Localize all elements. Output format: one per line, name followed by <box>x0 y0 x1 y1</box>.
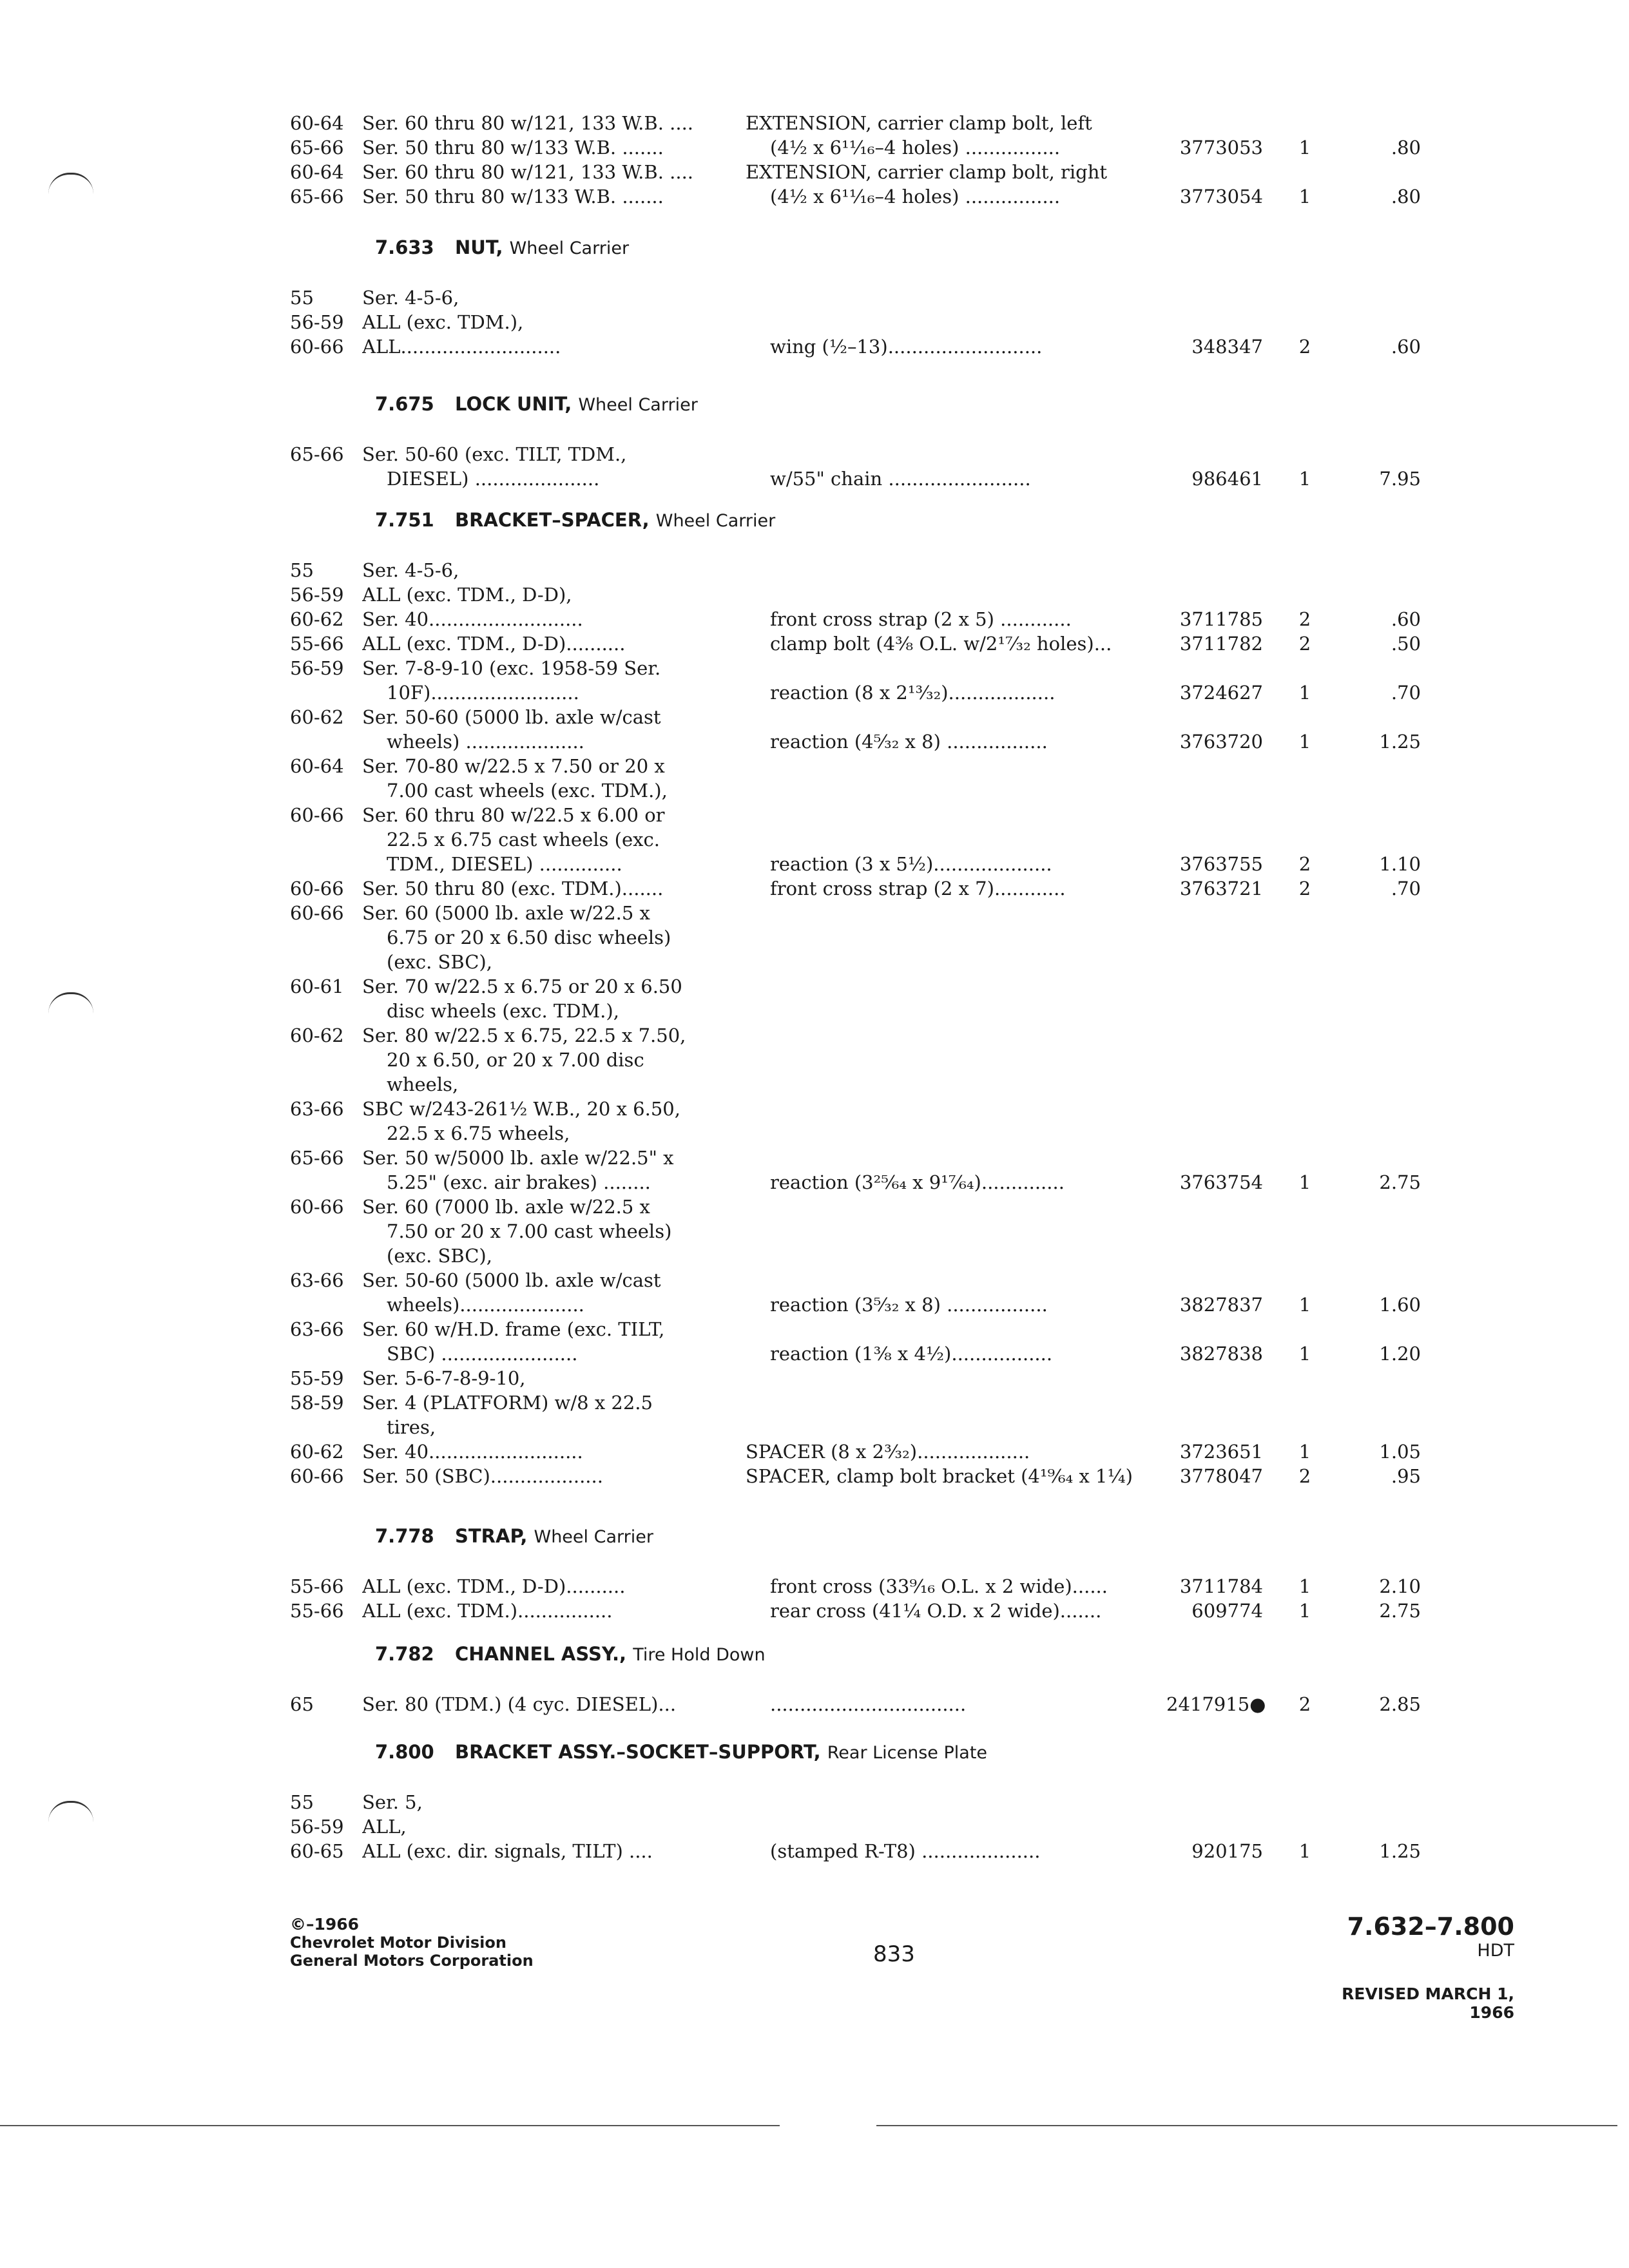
section-7-800 <box>0 1740 1629 1863</box>
series-application: Ser. 50 w/5000 lb. axle w/22.5" x <box>362 1147 674 1169</box>
quantity: 2 <box>1298 336 1311 358</box>
section-heading <box>0 235 1629 260</box>
part-row <box>0 631 1629 656</box>
model-years: 60-64 <box>290 112 344 134</box>
section-number: 7.633 <box>375 236 434 258</box>
part-number: 3763721 <box>1179 878 1263 899</box>
series-application: Ser. 60 thru 80 w/121, 133 W.B. .... <box>362 161 693 183</box>
price: 1.25 <box>1379 1840 1421 1862</box>
model-years: 60-62 <box>290 608 344 630</box>
quantity: 2 <box>1298 878 1311 899</box>
section-title <box>455 1740 987 1765</box>
part-number: 348347 <box>1191 336 1263 358</box>
price: .80 <box>1391 137 1421 159</box>
model-years: 55 <box>290 559 314 581</box>
model-years: 65-66 <box>290 186 344 207</box>
quantity: 1 <box>1298 1840 1311 1862</box>
model-years: 60-62 <box>290 706 344 728</box>
series-application: ALL (exc. TDM.)................ <box>362 1600 613 1622</box>
part-row <box>0 334 1629 359</box>
series-application: Ser. 60 (5000 lb. axle w/22.5 x <box>362 902 650 924</box>
model-years: 65-66 <box>290 137 344 159</box>
price: 7.95 <box>1379 468 1421 490</box>
part-row <box>0 705 1629 729</box>
section-subtitle: Tire Hold Down <box>633 1645 766 1665</box>
series-application: Ser. 50 thru 80 w/133 W.B. ....... <box>362 186 664 207</box>
model-years: 63-66 <box>290 1318 344 1340</box>
series-application: Ser. 80 (TDM.) (4 cyc. DIESEL)... <box>362 1693 677 1715</box>
part-description: reaction (1³⁄₈ x 4½)................. <box>770 1343 1053 1365</box>
section-heading <box>0 508 1629 532</box>
price: 1.10 <box>1379 853 1421 875</box>
model-years: 63-66 <box>290 1269 344 1291</box>
part-description: rear cross (41¼ O.D. x 2 wide)....... <box>770 1600 1102 1622</box>
part-description: (4½ x 6¹¹⁄₁₆–4 holes) ................ <box>770 137 1061 159</box>
quantity: 2 <box>1298 608 1311 630</box>
series-application: ALL (exc. TDM., D-D).......... <box>362 1575 626 1597</box>
series-application: Ser. 40.......................... <box>362 608 583 630</box>
page-number: 833 <box>873 1941 915 1967</box>
model-years: 60-65 <box>290 1840 344 1862</box>
part-row <box>0 1097 1629 1121</box>
part-number: 2417915● <box>1166 1693 1266 1715</box>
part-number: 3711782 <box>1179 633 1263 655</box>
model-years: 60-61 <box>290 975 344 997</box>
series-application: Ser. 60 thru 80 w/121, 133 W.B. .... <box>362 112 693 134</box>
section-title-main: BRACKET ASSY.–SOCKET–SUPPORT, <box>455 1741 821 1763</box>
series-application: Ser. 50-60 (5000 lb. axle w/cast <box>362 1269 661 1291</box>
section-7-633 <box>0 235 1629 359</box>
section-title-main: LOCK UNIT, <box>455 393 572 415</box>
part-row <box>0 466 1629 491</box>
series-application: Ser. 7-8-9-10 (exc. 1958-59 Ser. <box>362 657 661 679</box>
part-row <box>0 1390 1629 1415</box>
section-title <box>455 1524 653 1550</box>
part-row <box>0 607 1629 631</box>
section-title <box>455 392 698 418</box>
section-7-675 <box>0 392 1629 491</box>
series-application: wheels)..................... <box>387 1294 584 1316</box>
series-application: 6.75 or 20 x 6.50 disc wheels) <box>387 927 671 948</box>
model-years: 60-66 <box>290 804 344 826</box>
series-application: Ser. 50 thru 80 w/133 W.B. ....... <box>362 137 664 159</box>
series-application: wheels, <box>387 1073 459 1095</box>
section-subtitle: Wheel Carrier <box>578 395 698 415</box>
part-row <box>0 1415 1629 1439</box>
price: 1.20 <box>1379 1343 1421 1365</box>
series-application: Ser. 5-6-7-8-9-10, <box>362 1367 526 1389</box>
part-row <box>0 876 1629 901</box>
series-application: DIESEL) ..................... <box>387 468 600 490</box>
part-description: front cross strap (2 x 5) ............ <box>770 608 1072 630</box>
part-number: 609774 <box>1191 1600 1263 1622</box>
series-application: ALL (exc. dir. signals, TILT) .... <box>362 1840 653 1862</box>
part-row <box>0 1219 1629 1244</box>
series-application: Ser. 60 thru 80 w/22.5 x 6.00 or <box>362 804 665 826</box>
corporation-line: General Motors Corporation <box>290 1952 534 1970</box>
part-row <box>0 1317 1629 1341</box>
part-row <box>0 1121 1629 1146</box>
part-row <box>0 285 1629 310</box>
section-title-main: STRAP, <box>455 1525 528 1547</box>
quantity: 2 <box>1298 1465 1311 1487</box>
series-application: ALL (exc. TDM., D-D), <box>362 584 572 606</box>
model-years: 55-66 <box>290 1600 344 1622</box>
price: 2.75 <box>1379 1600 1421 1622</box>
model-years: 60-62 <box>290 1441 344 1463</box>
model-years: 60-66 <box>290 878 344 899</box>
series-application: Ser. 60 (7000 lb. axle w/22.5 x <box>362 1196 650 1218</box>
series-application: ALL (exc. TDM.), <box>362 311 524 333</box>
series-application: 10F)......................... <box>387 682 579 704</box>
series-application: 7.00 cast wheels (exc. TDM.), <box>387 780 668 802</box>
part-number: 3711785 <box>1179 608 1263 630</box>
section-title <box>455 1642 766 1667</box>
part-description: reaction (3 x 5½).................... <box>770 853 1052 875</box>
series-application: Ser. 4-5-6, <box>362 287 459 309</box>
model-years: 65-66 <box>290 443 344 465</box>
series-application: Ser. 50-60 (5000 lb. axle w/cast <box>362 706 661 728</box>
part-number: 920175 <box>1191 1840 1263 1862</box>
part-row <box>0 1599 1629 1623</box>
price: 2.10 <box>1379 1575 1421 1597</box>
part-description: reaction (8 x 2¹³⁄₃₂).................. <box>770 682 1055 704</box>
price: 1.25 <box>1379 731 1421 753</box>
series-application: (exc. SBC), <box>387 951 492 973</box>
quantity: 1 <box>1298 1294 1311 1316</box>
part-row <box>0 1439 1629 1464</box>
part-description: front cross strap (2 x 7)............ <box>770 878 1066 899</box>
part-row <box>0 656 1629 680</box>
part-row <box>0 1293 1629 1317</box>
part-description: ................................. <box>770 1693 967 1715</box>
series-application: SBC w/243-261½ W.B., 20 x 6.50, <box>362 1098 680 1120</box>
part-number: 3778047 <box>1179 1465 1263 1487</box>
section-code: HDT <box>1477 1941 1514 1961</box>
part-row <box>0 852 1629 876</box>
part-row <box>0 1692 1629 1716</box>
section-number: 7.800 <box>375 1741 434 1763</box>
series-application: ALL........................... <box>362 336 561 358</box>
quantity: 2 <box>1298 853 1311 875</box>
part-row <box>0 950 1629 974</box>
part-row <box>0 310 1629 334</box>
section-title-main: BRACKET–SPACER, <box>455 509 650 531</box>
price: .50 <box>1391 633 1421 655</box>
part-row <box>0 135 1629 160</box>
model-years: 65-66 <box>290 1147 344 1169</box>
series-application: Ser. 4 (PLATFORM) w/8 x 22.5 <box>362 1392 653 1414</box>
series-application: 22.5 x 6.75 cast wheels (exc. <box>387 829 660 850</box>
model-years: 60-62 <box>290 1024 344 1046</box>
price: 1.05 <box>1379 1441 1421 1463</box>
part-description: (stamped R-T8) .................... <box>770 1840 1041 1862</box>
model-years: 63-66 <box>290 1098 344 1120</box>
section-7-751 <box>0 508 1629 1488</box>
model-years: 56-59 <box>290 311 344 333</box>
part-row <box>0 1072 1629 1097</box>
series-application: 22.5 x 6.75 wheels, <box>387 1122 570 1144</box>
series-application: wheels) .................... <box>387 731 584 753</box>
quantity: 2 <box>1298 633 1311 655</box>
series-application: Ser. 5, <box>362 1791 423 1813</box>
series-application: Ser. 50 thru 80 (exc. TDM.)....... <box>362 878 664 899</box>
series-application: 20 x 6.50, or 20 x 7.00 disc <box>387 1049 644 1071</box>
part-row <box>0 999 1629 1023</box>
part-number: 3763755 <box>1179 853 1263 875</box>
part-row <box>0 803 1629 827</box>
part-row <box>0 1464 1629 1488</box>
price: 2.75 <box>1379 1171 1421 1193</box>
part-number: 3773053 <box>1179 137 1263 159</box>
part-description: wing (½–13).......................... <box>770 336 1043 358</box>
part-row <box>0 442 1629 466</box>
page-bottom-rule <box>0 2125 780 2126</box>
page-bottom-rule <box>876 2125 1617 2126</box>
price: 2.85 <box>1379 1693 1421 1715</box>
model-years: 56-59 <box>290 584 344 606</box>
section-7-632 <box>0 111 1629 209</box>
series-application: 5.25" (exc. air brakes) ........ <box>387 1171 651 1193</box>
model-years: 55 <box>290 287 314 309</box>
section-subtitle: Rear License Plate <box>827 1743 988 1763</box>
model-years: 65 <box>290 1693 314 1715</box>
part-row <box>0 558 1629 582</box>
part-description: clamp bolt (4³⁄₈ O.L. w/2¹⁷⁄₃₂ holes)... <box>770 633 1112 655</box>
section-subtitle: Wheel Carrier <box>655 511 776 531</box>
footer-range <box>1289 1912 1514 1961</box>
model-years: 60-66 <box>290 336 344 358</box>
price: .70 <box>1391 878 1421 899</box>
part-description: (4½ x 6¹¹⁄₁₆–4 holes) ................ <box>770 186 1061 207</box>
part-description: reaction (3⁵⁄₃₂ x 8) ................. <box>770 1294 1048 1316</box>
part-description: SPACER (8 x 2³⁄₃₂)................... <box>746 1441 1030 1463</box>
part-row <box>0 778 1629 803</box>
part-row <box>0 925 1629 950</box>
part-description: EXTENSION, carrier clamp bolt, right <box>746 161 1108 183</box>
part-row <box>0 1574 1629 1599</box>
model-years: 60-64 <box>290 161 344 183</box>
series-application: ALL (exc. TDM., D-D).......... <box>362 633 626 655</box>
price: .95 <box>1391 1465 1421 1487</box>
part-row <box>0 1023 1629 1048</box>
series-application: Ser. 80 w/22.5 x 6.75, 22.5 x 7.50, <box>362 1024 686 1046</box>
part-row <box>0 1366 1629 1390</box>
part-number: 3827838 <box>1179 1343 1263 1365</box>
price: .70 <box>1391 682 1421 704</box>
part-row <box>0 729 1629 754</box>
model-years: 58-59 <box>290 1392 344 1414</box>
model-years: 60-66 <box>290 1196 344 1218</box>
part-description: reaction (4⁵⁄₃₂ x 8) ................. <box>770 731 1048 753</box>
part-number: 3724627 <box>1179 682 1263 704</box>
part-row <box>0 974 1629 999</box>
section-number: 7.778 <box>375 1525 434 1547</box>
part-row <box>0 827 1629 852</box>
section-title <box>455 235 629 261</box>
part-row <box>0 1170 1629 1195</box>
price: .60 <box>1391 336 1421 358</box>
quantity: 1 <box>1298 1171 1311 1193</box>
part-row <box>0 1195 1629 1219</box>
model-years: 60-66 <box>290 902 344 924</box>
series-application: Ser. 50-60 (exc. TILT, TDM., <box>362 443 627 465</box>
part-row <box>0 1244 1629 1268</box>
section-number: 7.751 <box>375 509 434 531</box>
part-number: 3773054 <box>1179 186 1263 207</box>
division-line: Chevrolet Motor Division <box>290 1934 506 1952</box>
series-application: (exc. SBC), <box>387 1245 492 1267</box>
price: .60 <box>1391 608 1421 630</box>
section-subtitle: Wheel Carrier <box>509 238 630 258</box>
series-application: Ser. 40.......................... <box>362 1441 583 1463</box>
part-row <box>0 184 1629 209</box>
series-application: 7.50 or 20 x 7.00 cast wheels) <box>387 1220 672 1242</box>
quantity: 1 <box>1298 1575 1311 1597</box>
part-description: SPACER, clamp bolt bracket (4¹⁹⁄₆₄ x 1¼) <box>746 1465 1133 1487</box>
model-years: 55-66 <box>290 1575 344 1597</box>
section-number: 7.782 <box>375 1643 434 1665</box>
part-row <box>0 1341 1629 1366</box>
part-number: 3763720 <box>1179 731 1263 753</box>
part-row <box>0 1268 1629 1293</box>
series-application: Ser. 60 w/H.D. frame (exc. TILT, <box>362 1318 665 1340</box>
part-number: 3711784 <box>1179 1575 1263 1597</box>
part-number: 986461 <box>1191 468 1263 490</box>
part-row <box>0 582 1629 607</box>
quantity: 2 <box>1298 1693 1311 1715</box>
quantity: 1 <box>1298 468 1311 490</box>
part-description: w/55" chain ........................ <box>770 468 1031 490</box>
series-application: TDM., DIESEL) .............. <box>387 853 622 875</box>
section-title <box>455 508 775 533</box>
section-title-main: CHANNEL ASSY., <box>455 1643 627 1665</box>
price: 1.60 <box>1379 1294 1421 1316</box>
part-row <box>0 754 1629 778</box>
section-subtitle: Wheel Carrier <box>534 1527 653 1547</box>
section-7-778 <box>0 1524 1629 1623</box>
copyright-line: ©–1966 <box>290 1915 360 1934</box>
quantity: 1 <box>1298 1441 1311 1463</box>
model-years: 60-66 <box>290 1465 344 1487</box>
part-row <box>0 1146 1629 1170</box>
section-range: 7.632–7.800 <box>1347 1912 1514 1941</box>
series-application: disc wheels (exc. TDM.), <box>387 1000 619 1022</box>
part-row <box>0 160 1629 184</box>
series-application: Ser. 70 w/22.5 x 6.75 or 20 x 6.50 <box>362 975 682 997</box>
series-application: ALL, <box>362 1816 407 1838</box>
quantity: 1 <box>1298 1600 1311 1622</box>
section-heading <box>0 1740 1629 1764</box>
quantity: 1 <box>1298 682 1311 704</box>
model-years: 56-59 <box>290 1816 344 1838</box>
series-application: Ser. 4-5-6, <box>362 559 459 581</box>
model-years: 56-59 <box>290 657 344 679</box>
footer-copyright <box>290 1915 534 1970</box>
part-row <box>0 1814 1629 1839</box>
quantity: 1 <box>1298 186 1311 207</box>
part-row <box>0 1839 1629 1863</box>
part-number: 3827837 <box>1179 1294 1263 1316</box>
series-application: SBC) ....................... <box>387 1343 578 1365</box>
series-application: Ser. 70-80 w/22.5 x 7.50 or 20 x <box>362 755 665 777</box>
series-application: tires, <box>387 1416 436 1438</box>
section-title-main: NUT, <box>455 236 503 258</box>
quantity: 1 <box>1298 1343 1311 1365</box>
part-description: EXTENSION, carrier clamp bolt, left <box>746 112 1092 134</box>
model-years: 55-66 <box>290 633 344 655</box>
part-row <box>0 1790 1629 1814</box>
model-years: 55-59 <box>290 1367 344 1389</box>
revised-date: REVISED MARCH 1, 1966 <box>1342 1984 1514 2022</box>
part-row <box>0 680 1629 705</box>
part-description: front cross (33⁹⁄₁₆ O.L. x 2 wide)...... <box>770 1575 1108 1597</box>
quantity: 1 <box>1298 731 1311 753</box>
part-row <box>0 1048 1629 1072</box>
model-years: 55 <box>290 1791 314 1813</box>
section-heading <box>0 1642 1629 1666</box>
part-row <box>0 901 1629 925</box>
quantity: 1 <box>1298 137 1311 159</box>
section-heading <box>0 1524 1629 1548</box>
section-number: 7.675 <box>375 393 434 415</box>
section-heading <box>0 392 1629 416</box>
part-number: 3763754 <box>1179 1171 1263 1193</box>
part-description: reaction (3²⁵⁄₆₄ x 9¹⁷⁄₆₄).............. <box>770 1171 1065 1193</box>
model-years: 60-64 <box>290 755 344 777</box>
part-row <box>0 111 1629 135</box>
section-7-782 <box>0 1642 1629 1716</box>
price: .80 <box>1391 186 1421 207</box>
part-number: 3723651 <box>1179 1441 1263 1463</box>
series-application: Ser. 50 (SBC)................... <box>362 1465 603 1487</box>
